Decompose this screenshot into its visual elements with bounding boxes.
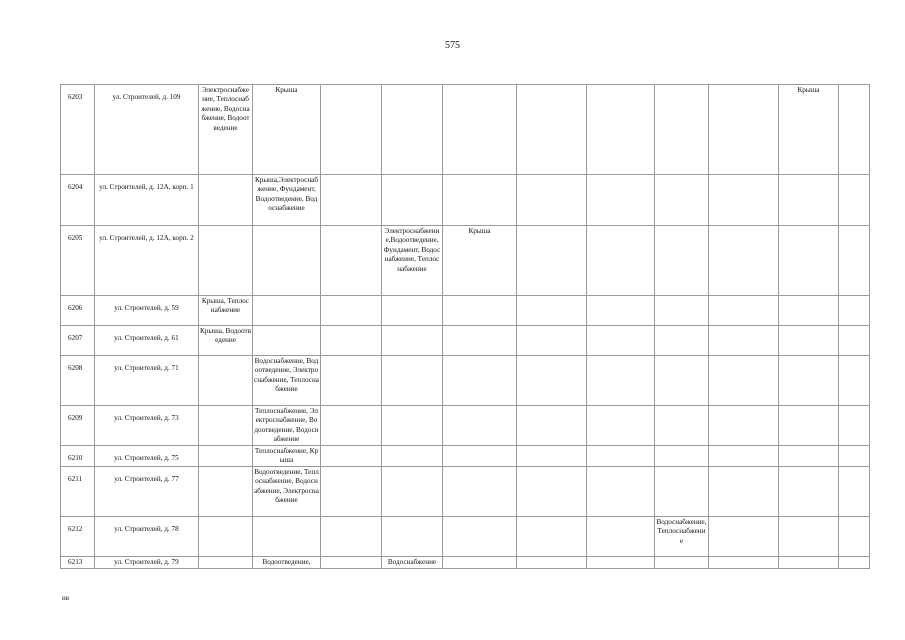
work-cell	[587, 446, 655, 467]
work-cell	[443, 356, 517, 406]
work-cell	[655, 356, 709, 406]
address-cell: ул. Строителей, д. 78	[95, 516, 199, 556]
work-cell	[199, 556, 253, 568]
work-cell	[655, 326, 709, 356]
work-cell	[779, 226, 839, 296]
work-cell	[443, 406, 517, 446]
work-cell	[655, 556, 709, 568]
work-cell	[839, 175, 870, 226]
table-body	[61, 85, 870, 569]
work-cell	[655, 175, 709, 226]
table-row	[61, 326, 870, 356]
row-number-cell: 6205	[61, 226, 95, 296]
work-cell	[517, 556, 587, 568]
work-cell	[199, 356, 253, 406]
work-cell	[709, 406, 779, 446]
work-cell	[382, 175, 443, 226]
work-cell	[321, 326, 382, 356]
work-cell	[709, 516, 779, 556]
address-cell: ул. Строителей, д. 61	[95, 326, 199, 356]
work-cell	[655, 406, 709, 446]
work-cell: Водоотведение,	[253, 556, 321, 568]
work-cell	[321, 85, 382, 175]
work-cell	[382, 296, 443, 326]
work-cell	[839, 466, 870, 516]
work-cell	[382, 446, 443, 467]
table-row	[61, 85, 870, 175]
work-cell	[779, 356, 839, 406]
work-cell: Водоснабжение, Теплоснабжение	[655, 516, 709, 556]
row-number-cell: 6206	[61, 296, 95, 326]
work-cell	[321, 516, 382, 556]
table-row	[61, 226, 870, 296]
work-cell	[253, 326, 321, 356]
work-cell	[655, 85, 709, 175]
address-cell: ул. Строителей, д. 59	[95, 296, 199, 326]
work-cell: Теплоснабжение, Электроснабжение, Водоотведение, Водоснабжение	[253, 406, 321, 446]
work-cell: Крыша, Теплоснабжение	[199, 296, 253, 326]
work-cell: Крыша	[443, 226, 517, 296]
work-cell	[779, 556, 839, 568]
work-cell	[779, 406, 839, 446]
work-cell	[587, 406, 655, 446]
work-cell	[839, 516, 870, 556]
work-cell	[199, 406, 253, 446]
work-cell	[321, 446, 382, 467]
address-cell: ул. Строителей, д. 12А, корп. 1	[95, 175, 199, 226]
work-cell	[321, 175, 382, 226]
work-cell	[321, 356, 382, 406]
work-cell	[587, 556, 655, 568]
work-cell	[655, 296, 709, 326]
work-cell: Крыша, Водоотведение	[199, 326, 253, 356]
work-cell	[779, 466, 839, 516]
table-row	[61, 466, 870, 516]
address-cell: ул. Строителей, д. 73	[95, 406, 199, 446]
table-row	[61, 556, 870, 568]
work-cell	[655, 226, 709, 296]
work-cell	[199, 466, 253, 516]
work-cell	[253, 516, 321, 556]
work-cell	[839, 556, 870, 568]
work-cell	[779, 326, 839, 356]
work-cell	[517, 356, 587, 406]
work-cell	[587, 226, 655, 296]
work-cell	[443, 326, 517, 356]
work-cell	[587, 85, 655, 175]
work-cell	[655, 466, 709, 516]
work-cell	[443, 446, 517, 467]
work-cell	[253, 226, 321, 296]
work-cell	[709, 556, 779, 568]
work-cell	[443, 516, 517, 556]
work-cell	[709, 356, 779, 406]
footer-mark: нв	[62, 594, 70, 602]
work-cell	[839, 406, 870, 446]
work-cell	[321, 226, 382, 296]
row-number-cell: 6213	[61, 556, 95, 568]
work-cell	[709, 175, 779, 226]
work-cell	[321, 556, 382, 568]
work-cell	[443, 466, 517, 516]
work-cell	[199, 516, 253, 556]
work-cell	[587, 296, 655, 326]
work-cell	[839, 446, 870, 467]
work-cell	[199, 226, 253, 296]
page-number: 575	[445, 40, 460, 51]
work-cell	[517, 406, 587, 446]
work-cell	[839, 296, 870, 326]
work-cell	[199, 446, 253, 467]
work-cell	[443, 175, 517, 226]
work-cell	[587, 466, 655, 516]
work-cell	[382, 85, 443, 175]
work-cell	[517, 516, 587, 556]
work-cell	[443, 296, 517, 326]
work-cell: Крыша	[779, 85, 839, 175]
row-number-cell: 6207	[61, 326, 95, 356]
work-cell	[839, 85, 870, 175]
work-cell	[517, 85, 587, 175]
repair-schedule-table	[60, 84, 870, 569]
work-cell: Водоснабжение	[382, 556, 443, 568]
work-cell	[709, 326, 779, 356]
work-cell	[443, 85, 517, 175]
work-cell	[709, 85, 779, 175]
work-cell	[779, 175, 839, 226]
work-cell	[443, 556, 517, 568]
work-cell: Крыша	[253, 85, 321, 175]
work-cell	[382, 406, 443, 446]
work-cell	[779, 446, 839, 467]
table-row	[61, 406, 870, 446]
work-cell	[382, 516, 443, 556]
work-cell: Теплоснабжение, Крыша	[253, 446, 321, 467]
address-cell: ул. Строителей, д. 75	[95, 446, 199, 467]
address-cell: ул. Строителей, д. 71	[95, 356, 199, 406]
work-cell	[709, 226, 779, 296]
table-row	[61, 356, 870, 406]
address-cell: ул. Строителей, д. 79	[95, 556, 199, 568]
table-row	[61, 296, 870, 326]
address-cell: ул. Строителей, д. 77	[95, 466, 199, 516]
work-cell	[655, 446, 709, 467]
work-cell	[587, 356, 655, 406]
work-cell	[839, 356, 870, 406]
work-cell	[517, 175, 587, 226]
work-cell	[321, 296, 382, 326]
work-cell	[321, 466, 382, 516]
work-cell	[253, 296, 321, 326]
work-cell	[382, 356, 443, 406]
table-row	[61, 446, 870, 467]
work-cell	[517, 296, 587, 326]
address-cell: ул. Строителей, д. 12А, корп. 2	[95, 226, 199, 296]
address-cell: ул. Строителей, д. 109	[95, 85, 199, 175]
work-cell	[382, 466, 443, 516]
work-cell: Водоснабжение, Водоотведение, Электроснабжение, Теплоснабжение	[253, 356, 321, 406]
row-number-cell: 6208	[61, 356, 95, 406]
row-number-cell: 6212	[61, 516, 95, 556]
work-cell	[709, 446, 779, 467]
work-cell	[321, 406, 382, 446]
work-cell	[709, 466, 779, 516]
work-cell: Крыша,Электроснабжение, Фундамент, Водоотведение, Водоснабжение	[253, 175, 321, 226]
work-cell: Электроснабжение, Теплоснабжение, Водоснабжение, Водоотведение	[199, 85, 253, 175]
work-cell	[587, 326, 655, 356]
work-cell	[709, 296, 779, 326]
row-number-cell: 6210	[61, 446, 95, 467]
work-cell: Водоотведение, Теплоснабжение, Водоснабжение, Электроснабжение	[253, 466, 321, 516]
work-cell	[199, 175, 253, 226]
work-cell	[382, 326, 443, 356]
work-cell	[587, 516, 655, 556]
row-number-cell: 6203	[61, 85, 95, 175]
work-cell	[517, 226, 587, 296]
work-cell	[839, 326, 870, 356]
table-row	[61, 516, 870, 556]
work-cell	[517, 466, 587, 516]
work-cell	[517, 446, 587, 467]
work-cell	[839, 226, 870, 296]
row-number-cell: 6209	[61, 406, 95, 446]
work-cell	[779, 516, 839, 556]
row-number-cell: 6204	[61, 175, 95, 226]
row-number-cell: 6211	[61, 466, 95, 516]
work-cell	[587, 175, 655, 226]
work-cell	[779, 296, 839, 326]
table-row	[61, 175, 870, 226]
work-cell: Электроснабжение,Водоотведение, Фундамент, Водоснабжение, Теплоснабжение	[382, 226, 443, 296]
work-cell	[517, 326, 587, 356]
